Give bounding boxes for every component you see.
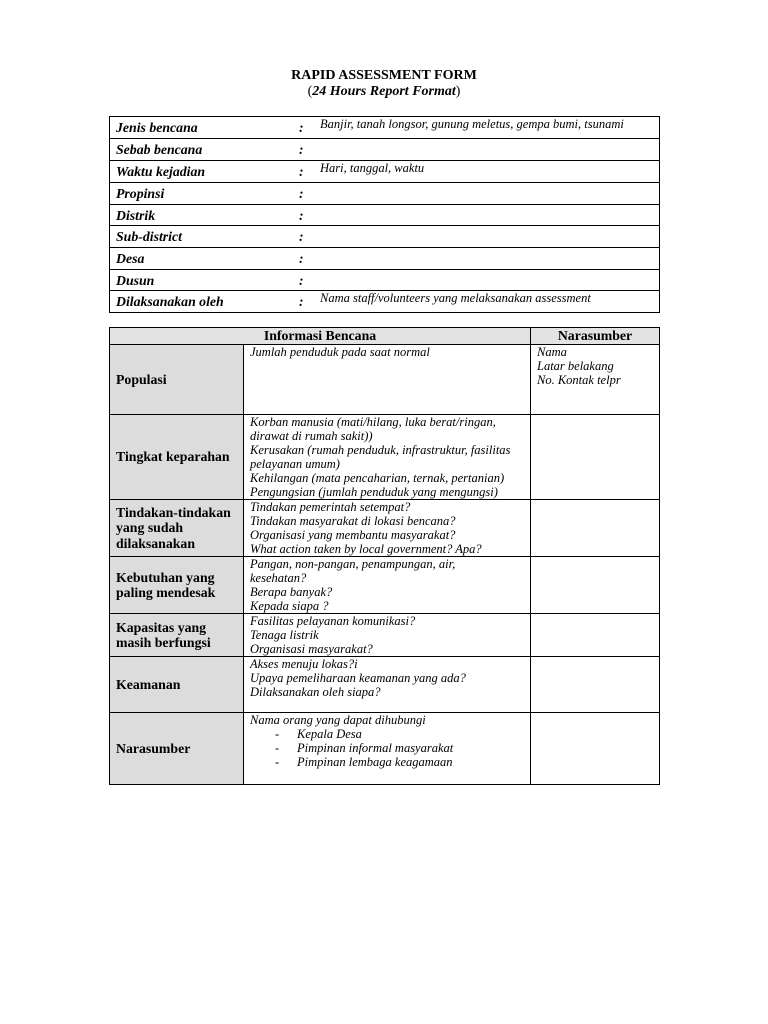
category-cell-populasi: [110, 345, 244, 415]
category-cell-tindakan: [110, 500, 244, 557]
detail-line: Upaya pemeliharaan keamanan yang ada?: [250, 671, 466, 685]
details-cell-tingkat-keparahan: [244, 415, 531, 500]
field-label: Propinsi: [116, 186, 165, 201]
sources-cell-kebutuhan: [531, 557, 659, 614]
contact-label: Pimpinan informal masyarakat: [297, 741, 454, 755]
field-colon: :: [299, 208, 304, 223]
form-title: RAPID ASSESSMENT FORM: [291, 68, 477, 83]
bullet-dash: -: [275, 741, 280, 755]
detail-line: Tindakan pemerintah setempat?: [250, 500, 411, 514]
sources-cell-kapasitas: [531, 614, 659, 657]
detail-line: What action taken by local government? Apa?: [250, 542, 482, 556]
field-label: Sub-district: [116, 229, 182, 244]
bullet-dash: -: [275, 755, 280, 769]
category-cell-kapasitas: [110, 614, 244, 657]
field-label: Waktu kejadian: [116, 164, 206, 179]
field-label: Sebab bencana: [116, 142, 203, 157]
detail-line: Berapa banyak?: [250, 585, 333, 599]
field-row-jenis-bencana: [110, 117, 659, 139]
field-row-sub-district: [110, 226, 659, 248]
details-cell-populasi: [244, 345, 531, 415]
subtitle-open-paren: (: [307, 84, 313, 99]
field-label: Jenis bencana: [116, 120, 198, 135]
field-label: Desa: [116, 251, 145, 266]
sources-cell-keamanan: [531, 657, 659, 713]
field-row-dusun: [110, 270, 659, 291]
field-label: Distrik: [116, 208, 156, 223]
category-cell-kebutuhan: [110, 557, 244, 614]
detail-line: Dilaksanakan oleh siapa?: [250, 685, 381, 699]
field-colon: :: [299, 164, 304, 179]
field-row-propinsi: [110, 183, 659, 205]
field-row-waktu-kejadian: [110, 161, 659, 183]
detail-line: Kerusakan (rumah penduduk, infrastruktur, fasilitas: [250, 443, 511, 457]
category-label: Kebutuhan yang paling mendesak: [116, 569, 216, 600]
field-label: Dilaksanakan oleh: [116, 294, 224, 309]
assessment-table: [109, 327, 660, 785]
detail-line: Organisasi masyarakat?: [250, 642, 373, 656]
field-colon: :: [299, 251, 304, 266]
detail-line: Korban manusia (mati/hilang, luka berat/ringan,: [250, 415, 496, 429]
field-row-desa: [110, 248, 659, 270]
field-hint: Hari, tanggal, waktu: [320, 161, 425, 175]
detail-line: kesehatan?: [250, 571, 307, 585]
field-colon: :: [299, 142, 304, 157]
detail-line: Pangan, non-pangan, penampungan, air,: [250, 557, 456, 571]
source-line: Latar belakang: [537, 359, 614, 373]
detail-line: dirawat di rumah sakit)): [250, 429, 373, 443]
details-cell-kebutuhan: [244, 557, 531, 614]
header-fields-table: [109, 116, 660, 313]
field-row-dilaksanakan-oleh: [110, 291, 659, 312]
category-label: Narasumber: [116, 740, 191, 756]
details-cell-kapasitas: [244, 614, 531, 657]
source-line: No. Kontak telpr: [537, 373, 621, 387]
detail-line: Tenaga listrik: [250, 628, 319, 642]
sources-cell-populasi: [531, 345, 659, 415]
category-cell-keamanan: [110, 657, 244, 713]
category-label: Tindakan-tindakan yang sudah dilaksanakan: [116, 504, 231, 551]
category-label: Keamanan: [116, 676, 181, 692]
detail-line: Kepada siapa ?: [250, 599, 329, 613]
details-cell-keamanan: [244, 657, 531, 713]
detail-line: Pengungsian (jumlah penduduk yang mengungsi): [250, 485, 498, 499]
detail-line: pelayanan umum): [250, 457, 340, 471]
category-label: Populasi: [116, 371, 167, 387]
sources-cell-narasumber: [531, 713, 659, 784]
source-line: Nama: [537, 345, 567, 359]
field-colon: :: [299, 186, 304, 201]
detail-line: Nama orang yang dapat dihubungi: [250, 713, 426, 727]
contact-label: Kepala Desa: [297, 727, 362, 741]
contact-bullet-item: [250, 741, 528, 755]
sources-cell-tingkat-keparahan: [531, 415, 659, 500]
header-informasi-bencana: Informasi Bencana: [110, 328, 531, 345]
field-colon: :: [299, 273, 304, 288]
field-hint: Banjir, tanah longsor, gunung meletus, gempa bumi, tsunami: [320, 117, 624, 131]
category-label: Kapasitas yang masih berfungsi: [116, 619, 211, 650]
header-narasumber: Narasumber: [531, 328, 659, 345]
field-row-sebab-bencana: [110, 139, 659, 161]
category-cell-narasumber: [110, 713, 244, 784]
field-label: Dusun: [116, 273, 155, 288]
contact-label: Pimpinan lembaga keagamaan: [297, 755, 453, 769]
bullet-dash: -: [275, 727, 280, 741]
field-colon: :: [299, 120, 304, 135]
field-row-distrik: [110, 205, 659, 226]
category-label: Tingkat keparahan: [116, 449, 230, 465]
detail-line: Jumlah penduduk pada saat normal: [250, 345, 430, 359]
details-cell-tindakan: [244, 500, 531, 557]
detail-line: Tindakan masyarakat di lokasi bencana?: [250, 514, 456, 528]
field-hint: Nama staff/volunteers yang melaksanakan assessment: [320, 291, 591, 305]
details-cell-narasumber: [244, 713, 531, 784]
detail-line: Akses menuju lokas?i: [250, 657, 358, 671]
detail-line: Kehilangan (mata pencaharian, ternak, pertanian): [250, 471, 505, 485]
form-subtitle: [0, 84, 768, 100]
detail-line: Organisasi yang membantu masyarakat?: [250, 528, 456, 542]
contact-bullet-item: [250, 755, 528, 769]
field-colon: :: [299, 229, 304, 244]
sources-cell-tindakan: [531, 500, 659, 557]
detail-line: Fasilitas pelayanan komunikasi?: [250, 614, 416, 628]
category-cell-tingkat-keparahan: [110, 415, 244, 500]
field-colon: :: [299, 294, 304, 309]
subtitle-text: 24 Hours Report Format: [312, 84, 456, 99]
contact-bullet-item: [250, 727, 528, 741]
subtitle-close-paren: ): [455, 84, 461, 99]
